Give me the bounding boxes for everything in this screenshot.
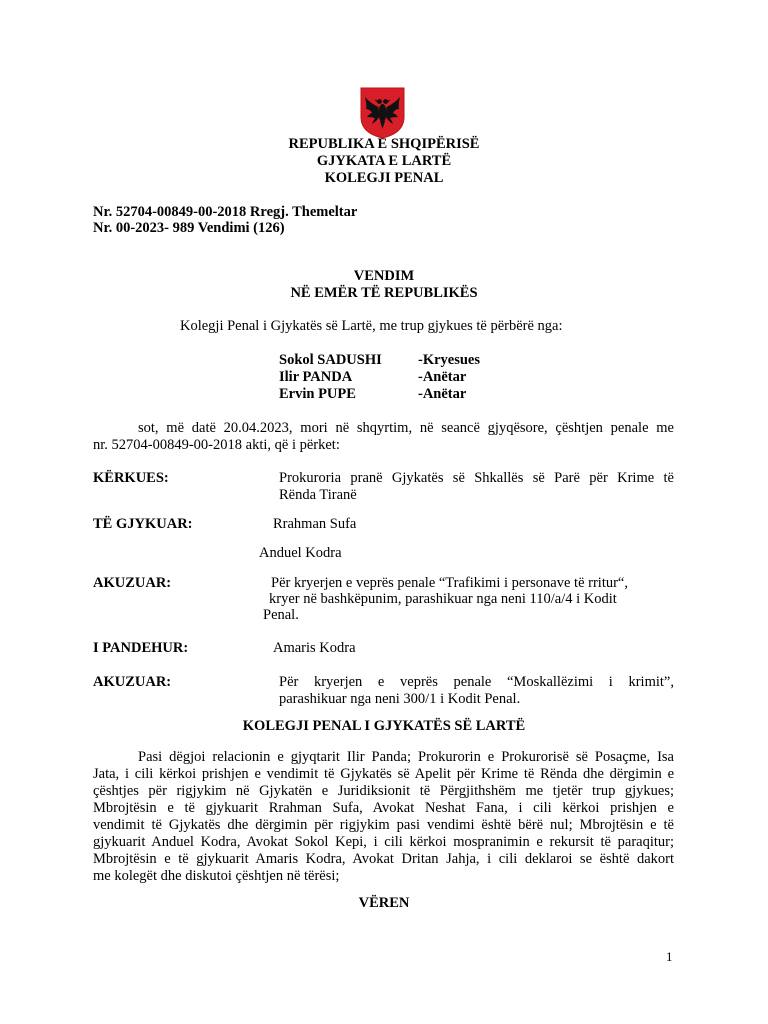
panel-member-name: Sokol SADUSHI (279, 352, 382, 368)
kerkues-value: Rënda Tiranë (279, 487, 357, 503)
defendant-name: Rrahman Sufa (273, 516, 357, 532)
body-line: vendimit të Gjykatës dhe dërgimin për rigjykim pasi vendimi është bërë nul; Mbrojtësin e të (93, 817, 674, 833)
panel-member-role: -Kryesues (418, 352, 481, 368)
pandehur-name: Amaris Kodra (273, 640, 356, 656)
akuzuar-label: AKUZUAR: (93, 575, 172, 591)
body-line: Mbrojtësin e të gjykuarit Rrahman Sufa, Avokat Neshat Fana, i cili kërkoi prishjen e (93, 800, 674, 816)
charge-text: parashikuar nga neni 300/1 i Kodit Penal. (279, 691, 521, 707)
kerkues-label: KËRKUES: (93, 470, 169, 486)
charge-text: Penal. (263, 607, 299, 623)
case-number-register: Nr. 52704-00849-00-2018 Rregj. Themeltar (93, 204, 358, 220)
akuzuar-label: AKUZUAR: (93, 674, 172, 690)
document-subtitle: NË EMËR TË REPUBLIKËS (290, 285, 478, 301)
body-line: Pasi dëgjoi relacionin e gjyqtarit Ilir Panda; Prokurorin e Prokurorisë së Posaçme, Isa (138, 749, 674, 765)
college-name: KOLEGJI PENAL (324, 170, 444, 186)
charge-text: Për kryerjen e veprës penale “Trafikimi i personave të rritur“, (271, 575, 628, 591)
session-line: sot, më datë 20.04.2023, mori në shqyrtim, në seancë gjyqësore, çështjen penale me (138, 420, 674, 436)
case-number-decision: Nr. 00-2023- 989 Vendimi (126) (93, 220, 285, 236)
gjykuar-label: TË GJYKUAR: (93, 516, 193, 532)
body-line: me kolegët dhe diskutoi çështjen në tërësi; (93, 868, 340, 884)
body-line: gjykuarit Anduel Kodra, Avokat Sokol Kepi, i cili kërkoi mospranimin e rekursit të paraqitur; (93, 834, 674, 850)
body-line: çështjes për rigjykim në Gjykatën e Juridiksionit të Përgjithshëm me tjetër trup gjykues; (93, 783, 674, 799)
charge-text: Për kryerjen e veprës penale “Moskallëzimi i krimit”, (279, 674, 674, 690)
republic-name: REPUBLIKA E SHQIPËRISË (288, 136, 480, 152)
charge-text: kryer në bashkëpunim, parashikuar nga neni 110/a/4 i Kodit (269, 591, 617, 607)
body-line: Jata, i cili kërkoi prishjen e vendimit të Gjykatës së Apelit për Krime të Rënda dhe dërgimin e (93, 766, 674, 782)
body-line: Mbrojtësin e të gjykuarit Amaris Kodra, Avokat Dritan Jahja, i cili deklaroi se është dakort (93, 851, 674, 867)
court-name: GJYKATA E LARTË (316, 153, 452, 169)
panel-member-name: Ilir PANDA (279, 369, 353, 385)
kerkues-value: Prokuroria pranë Gjykatës së Shkallës së Parë për Krime të (279, 470, 674, 486)
panel-member-role: -Anëtar (418, 386, 467, 402)
panel-member-role: -Anëtar (418, 369, 467, 385)
defendant-name: Anduel Kodra (259, 545, 342, 561)
section-heading: KOLEGJI PENAL I GJYKATËS SË LARTË (242, 718, 526, 734)
panel-intro: Kolegji Penal i Gjykatës së Lartë, me trup gjykues të përbërë nga: (180, 318, 563, 334)
document-title: VENDIM (353, 268, 415, 284)
session-line: nr. 52704-00849-00-2018 akti, që i përket: (93, 437, 340, 453)
panel-member-name: Ervin PUPE (279, 386, 356, 402)
pandehur-label: I PANDEHUR: (93, 640, 189, 656)
albania-emblem-icon (360, 87, 405, 139)
veren-heading: VËREN (358, 895, 410, 911)
page-number: 1 (666, 949, 673, 964)
